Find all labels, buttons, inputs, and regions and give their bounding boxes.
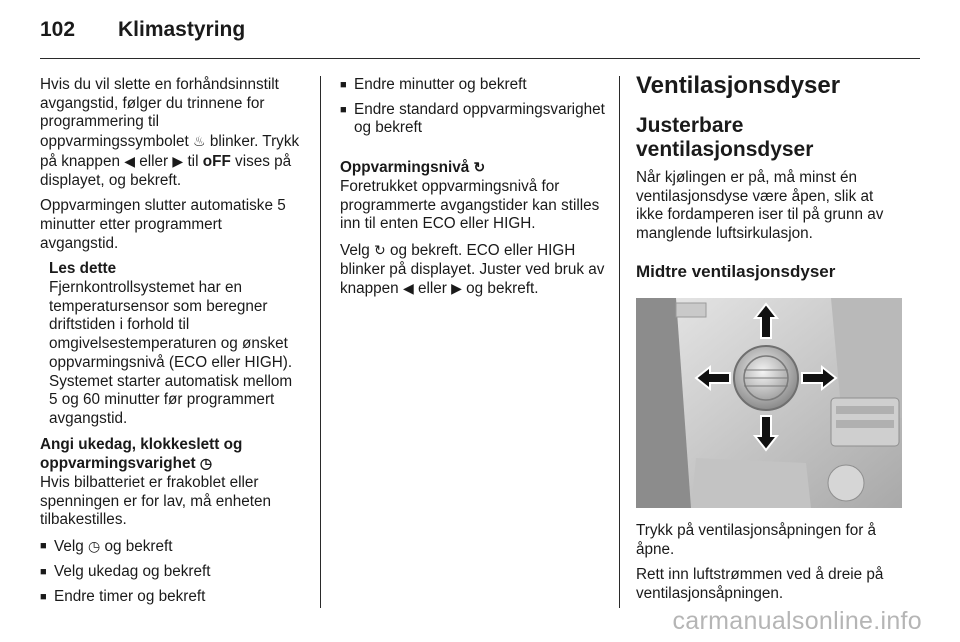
section-title: Ventilasjonsdyser	[636, 72, 841, 99]
step-list-2	[340, 76, 606, 138]
paragraph-rotate-vent: Rett inn luftstrømmen ved å dreie på ventilasjonsåpningen.	[636, 566, 884, 602]
subheading-heating-level: Oppvarmingsnivå ↻	[340, 159, 486, 177]
page-title: Klimastyring	[118, 18, 246, 41]
subsection-center-vents: Midtre ventilasjonsdyser	[636, 261, 836, 281]
step-list-1	[40, 537, 302, 606]
list-item: ■ Velg ◷ og bekreft	[40, 537, 302, 557]
heating-level-icon: ↻	[374, 241, 386, 258]
column-2	[340, 76, 606, 306]
paragraph-select-level: Velg ↻ og bekreft. ECO eller HIGH blinker på displayet. Juster ved bruk av knappen ◀ eller ▶ og bekreft.	[340, 241, 605, 298]
heating-level-icon: ↻	[473, 159, 486, 176]
list-item: ■ Velg ukedag og bekreft	[40, 563, 302, 582]
heating-symbol-icon: ♨	[193, 133, 206, 150]
column-1	[40, 76, 302, 612]
header-rule	[40, 58, 920, 59]
arrow-left-button-icon: ◀	[402, 280, 414, 297]
clock-icon: ◷	[88, 538, 101, 555]
page-header	[40, 18, 245, 48]
note-title: Les dette	[49, 260, 117, 278]
arrow-right-button-icon: ▶	[451, 280, 462, 297]
column-divider-1	[320, 76, 321, 608]
paragraph-delete-departure: Hvis du vil slette en forhåndsinnstilt avgangstid, følger du trinnene for programmering til oppvarmingssymbolet ♨ blinker. Trykk på knappen ◀ eller ▶ til oFF vises på displayet, og bekreft.	[40, 76, 300, 189]
note-box	[49, 260, 302, 428]
list-item: ■ Endre standard oppvarmingsvarighet og bekreft	[340, 101, 606, 138]
off-label: oFF	[202, 152, 231, 170]
column-divider-2	[619, 76, 620, 608]
paragraph-cooling: Når kjølingen er på, må minst én ventilasjonsdyse være åpen, slik at ikke fordamperen iser til på grunn av manglende luftsirkulasjon.	[636, 169, 884, 243]
column-3	[636, 72, 902, 611]
subsection-title: Justerbare ventilasjonsdyser	[636, 114, 814, 161]
paragraph-eco-high: Foretrukket oppvarmingsnivå for programmerte avgangstider kan stilles inn til enten ECO eller HIGH.	[340, 177, 600, 233]
subheading-set-day-time: Angi ukedag, klokkeslett og oppvarmingsvarighet ◷	[40, 435, 243, 473]
arrow-right-button-icon: ▶	[172, 152, 184, 169]
center-vent-illustration	[636, 298, 902, 508]
note-text: Fjernkontrollsystemet har en temperatursensor som beregner driftstiden i forhold til omgivelsestemperaturen og ønsket oppvarmingsnivå (ECO eller HIGH). Systemet starter automatisk mellom 5 og 60 minutter før programmert avgangstid.	[49, 279, 293, 427]
watermark: carmanualsonline.info	[672, 607, 922, 635]
paragraph-battery: Hvis bilbatteriet er frakoblet eller spenningen er for lav, må enheten tilbakestilles.	[40, 474, 272, 529]
arrow-left-button-icon: ◀	[124, 152, 135, 169]
paragraph-press-vent: Trykk på ventilasjonsåpningen for å åpne.	[636, 521, 877, 558]
page-number: 102	[40, 18, 76, 41]
paragraph-auto-stop: Oppvarmingen slutter automatiske 5 minutter etter programmert avgangstid.	[40, 197, 286, 252]
list-item: ■ Endre minutter og bekreft	[340, 76, 606, 95]
clock-icon: ◷	[199, 455, 213, 472]
list-item: ■ Endre timer og bekreft	[40, 588, 302, 607]
